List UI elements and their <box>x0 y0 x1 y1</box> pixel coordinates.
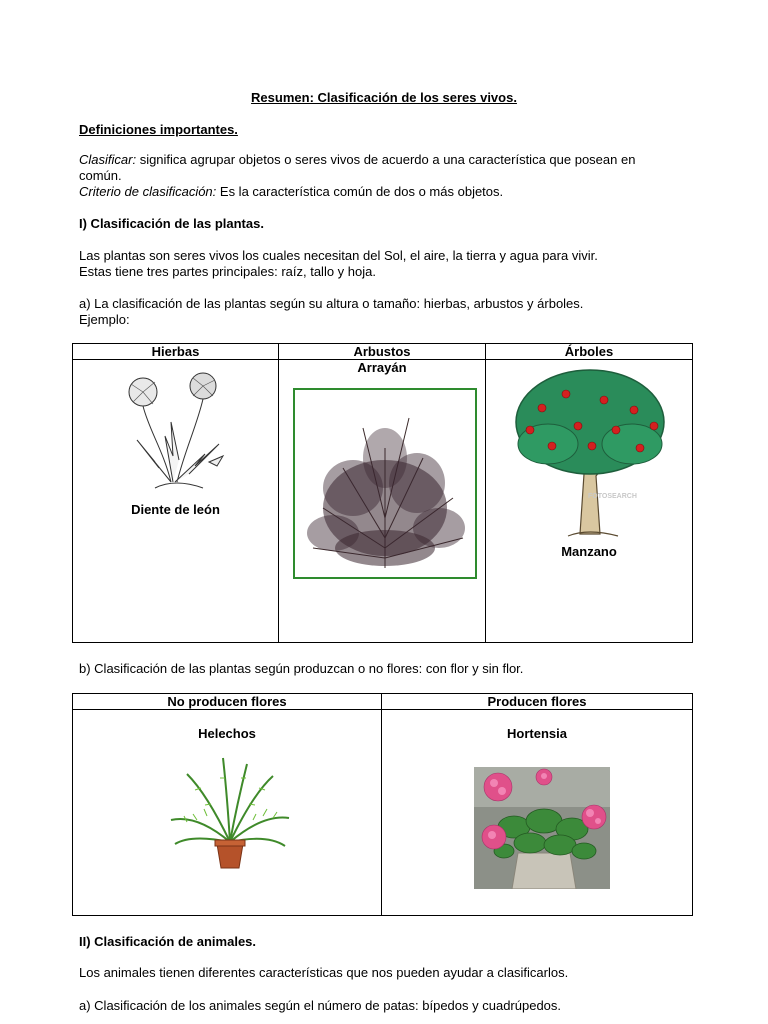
no-flores-example-label: Helechos <box>198 726 256 741</box>
hydrangea-image <box>474 767 610 889</box>
ejemplo-label: Ejemplo: <box>79 312 130 327</box>
header-arboles: Árboles <box>486 344 693 360</box>
arboles-example-label: Manzano <box>561 544 617 559</box>
definition-criterio-text: Es la característica común de dos o más objetos. <box>216 184 504 199</box>
arbustos-example-label: Arrayán <box>357 360 407 375</box>
clasificacion-flores-line: b) Clasificación de las plantas según produzcan o no flores: con flor y sin flor. <box>79 661 524 676</box>
cell-no-flores <box>73 710 382 916</box>
cell-flores <box>382 710 693 916</box>
hierbas-example-label: Diente de león <box>131 502 220 517</box>
shrub-image <box>293 388 477 579</box>
section-animales-heading: II) Clasificación de animales. <box>79 934 257 949</box>
page-title: Resumen: Clasificación de los seres vivos. <box>251 90 517 105</box>
apple-tree-image <box>508 364 668 542</box>
clasificacion-altura-line: a) La clasificación de las plantas según su altura o tamaño: hierbas, arbustos y árboles. <box>79 296 584 311</box>
header-no-flores: No producen flores <box>73 694 382 710</box>
term-clasificar: Clasificar: <box>79 152 137 167</box>
flores-example-label: Hortensia <box>507 726 567 741</box>
fern-image <box>167 754 293 870</box>
table-flores <box>72 693 693 916</box>
section-plantas-heading: I) Clasificación de las plantas. <box>79 216 264 231</box>
definition-criterio <box>79 184 503 200</box>
term-criterio: Criterio de clasificación: <box>79 184 217 199</box>
cell-arboles <box>486 360 693 643</box>
header-hierbas: Hierbas <box>73 344 279 360</box>
dandelion-image <box>125 370 229 498</box>
animales-intro: Los animales tienen diferentes características que nos pueden ayudar a clasificarlos. <box>79 965 569 980</box>
definition-clasificar-cont: común. <box>79 168 122 183</box>
cell-hierbas <box>73 360 279 643</box>
header-arbustos: Arbustos <box>279 344 486 360</box>
cell-arbustos <box>279 360 486 643</box>
definition-clasificar-text: significa agrupar objetos o seres vivos de acuerdo a una característica que posean en <box>136 152 636 167</box>
definition-clasificar <box>79 152 635 168</box>
clasificacion-patas-line: a) Clasificación de los animales según el número de patas: bípedos y cuadrúpedos. <box>79 998 562 1013</box>
table-tamano <box>72 343 693 643</box>
watermark-text: FOTOSEARCH <box>588 493 637 500</box>
plantas-intro-line2: Estas tiene tres partes principales: raíz, tallo y hoja. <box>79 264 376 279</box>
definitions-heading: Definiciones importantes. <box>79 122 238 137</box>
plantas-intro-line1: Las plantas son seres vivos los cuales necesitan del Sol, el aire, la tierra y agua para vivir. <box>79 248 598 263</box>
header-flores: Producen flores <box>382 694 693 710</box>
